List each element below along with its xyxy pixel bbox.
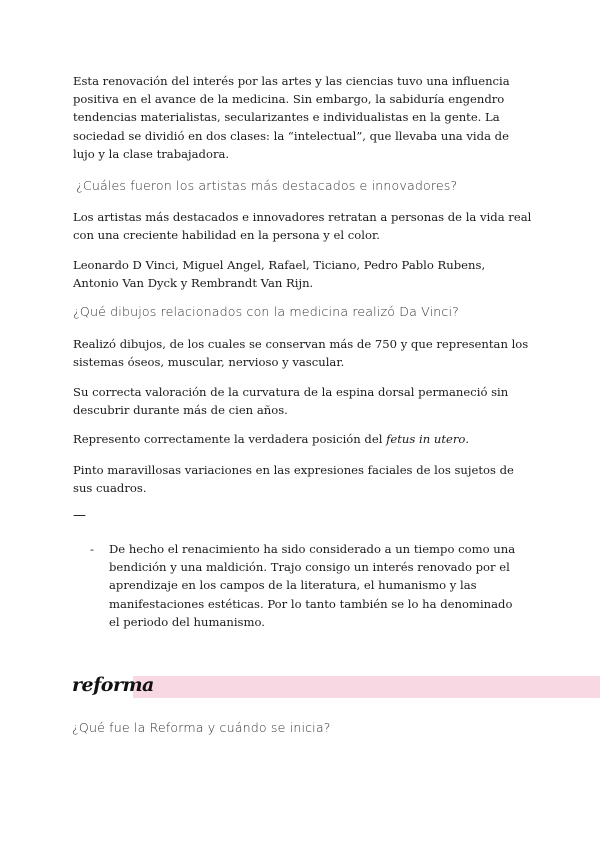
question-davinci: ¿Qué dibujos relacionados con la medicina realizó Da Vinci? [73,304,459,319]
artists-list-paragraph: Leonardo D Vinci, Miguel Angel, Rafael, Ticiano, Pedro Pablo Rubens, Antonio Van Dyck y Rembrandt Van Rijn. [73,258,486,291]
spine-paragraph: Su correcta valoración de la curvatura de la espina dorsal permaneció sin descubrir durante más de cien años. [73,385,509,418]
intro-paragraph: Esta renovación del interés por las artes y las ciencias tuvo una influencia positiva en el avance de la medicina. Sin embargo, la sabiduría engendro tendencias materialistas, secularizantes e individualistas en la gente. La sociedad se dividió en dos clases: la “intelectual”, que llevaba una vida de lujo y la clase trabajadora. [73,74,510,161]
fetus-suffix: . [465,432,470,446]
question-reforma: ¿Qué fue la Reforma y cuándo se inicia? [72,720,331,735]
section-heading-reforma: reforma [72,674,154,696]
fetus-term: fetus in utero [386,432,466,446]
question-artists: ¿Cuáles fueron los artistas más destacados e innovadores? [76,178,458,193]
facial-expressions-paragraph: Pinto maravillosas variaciones en las expresiones faciales de los sujetos de sus cuadros. [73,463,514,496]
bullet-text: De hecho el renacimiento ha sido considerado a un tiempo como una bendición y una maldición. Trajo consigo un interés renovado por el aprendizaje en los campos de la literatura, el humanismo y las manifestaciones estéticas. Por lo tanto también se lo ha denominado el periodo del humanismo. [109,542,516,629]
drawings-answer-paragraph: Realizó dibujos, de los cuales se conservan más de 750 y que representan los sistemas óseos, muscular, nervioso y vascular. [73,337,529,370]
section-highlight-band [133,676,600,698]
fetus-prefix: Represento correctamente la verdadera posición del [73,432,387,446]
divider-dash: — [73,508,86,523]
artists-answer-paragraph: Los artistas más destacados e innovadores retratan a personas de la vida real con una creciente habilidad en la persona y el color. [73,210,532,243]
bullet-marker: - [90,542,94,556]
fetus-paragraph [73,430,533,448]
